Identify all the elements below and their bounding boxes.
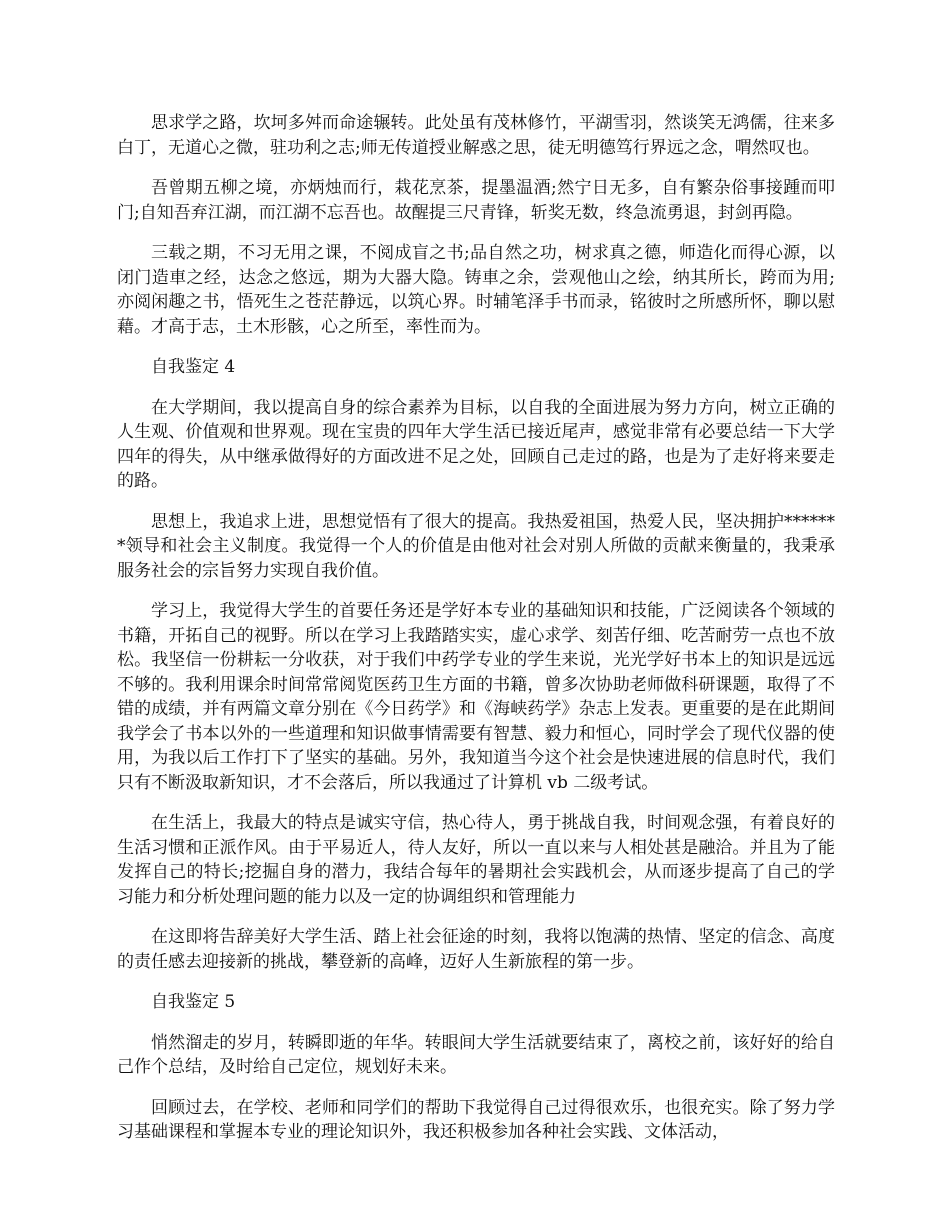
paragraph-university-goal: 在大学期间，我以提高自身的综合素养为目标，以自我的全面进展为努力方向，树立正确的人生观、价值观和世界观。现在宝贵的四年大学生活已接近尾声，感觉非常有必要总结一下大学四年的得失，从中继承做得好的方面改进不足之处，回顾自己走过的路，也是为了走好将来要走的路。 <box>117 397 835 491</box>
paragraph-looking-back: 回顾过去，在学校、老师和同学们的帮助下我觉得自己过得很欢乐，也很充实。除了努力学习基础课程和掌握本专业的理论知识外，我还积极参加各种社会实践、文体活动， <box>117 1097 835 1142</box>
section-heading-4: 自我鉴定 4 <box>151 357 236 377</box>
document-body <box>117 111 835 1161</box>
paragraph-intro-study-path: 思求学之路，坎坷多舛而命途辗转。此处虽有茂林修竹，平湖雪羽，然谈笑无鸿儒，往来多白丁，无道心之微，驻功利之志;师无传道授业解惑之思，徒无明德笃行界远之念，喟然叹也。 <box>117 113 835 158</box>
paragraph-ideology: 思想上，我追求上进，思想觉悟有了很大的提高。我热爱祖国，热爱人民，坚决拥护*******领导和社会主义制度。我觉得一个人的价值是由他对社会对别人所做的贡献来衡量的，我秉承服务社会的宗旨努力实现自我价值。 <box>117 511 835 581</box>
paragraph-life: 在生活上，我最大的特点是诚实守信，热心待人，勇于挑战自我，时间观念强，有着良好的生活习惯和正派作风。由于平易近人，待人友好，所以一直以来与人相处甚是融洽。并且为了能发挥自己的特长;挖掘自身的潜力，我结合每年的暑期社会实践机会，从而逐步提高了自己的学习能力和分析处理问题的能力以及一定的协调组织和管理能力 <box>117 813 835 907</box>
paragraph-study: 学习上，我觉得大学生的首要任务还是学好本专业的基础知识和技能，广泛阅读各个领域的书籍，开拓自己的视野。所以在学习上我踏踏实实，虚心求学、刻苦仔细、吃苦耐劳一点也不放松。我坚信一份耕耘一分收获，对于我们中药学专业的学生来说，光光学好书本上的知识是远远不够的。我利用课余时间常常阅览医药卫生方面的书籍，曾多次协助老师做科研课题，取得了不错的成绩，并有两篇文章分别在《今日药学》和《海峡药学》杂志上发表。更重要的是在此期间我学会了书本以外的一些道理和知识做事情需要有智慧、毅力和恒心，同时学会了现代仪器的使用，为我以后工作打下了坚实的基础。另外，我知道当今这个社会是快速进展的信息时代，我们只有不断汲取新知识，才不会落后，所以我通过了计算机 vb 二级考试。 <box>117 601 835 793</box>
section-heading-5: 自我鉴定 5 <box>151 992 236 1012</box>
paragraph-three-years: 三载之期，不习无用之课，不阅成盲之书;品自然之功，树求真之德，师造化而得心源，以闭门造車之经，达念之悠远，期为大器大隐。铸車之余，尝观他山之绘，纳其所长，跨而为用;亦阅闲趣之书，悟死生之苍茫静远，以筑心界。时辅笔泽手书而录，铭彼时之所感所怀，聊以慰藉。才高于志，土木形骸，心之所至，率性而为。 <box>117 243 835 337</box>
paragraph-farewell: 在这即将告辞美好大学生活、踏上社会征途的时刻，我将以饱满的热情、坚定的信念、高度的责任感去迎接新的挑战，攀登新的高峰，迈好人生新旅程的第一步。 <box>117 927 835 972</box>
paragraph-time-passing: 悄然溜走的岁月，转瞬即逝的年华。转眼间大学生活就要结束了，离校之前，该好好的给自己作个总结，及时给自己定位，规划好未来。 <box>117 1032 835 1077</box>
paragraph-five-willows: 吾曾期五柳之境，亦炳烛而行，栽花烹茶，提墨温酒;然宁日无多，自有繁杂俗事接踵而叩门;自知吾弃江湖，而江湖不忘吾也。故醒提三尺青锋，斩奖无数，终急流勇退，封剑再隐。 <box>117 178 835 223</box>
